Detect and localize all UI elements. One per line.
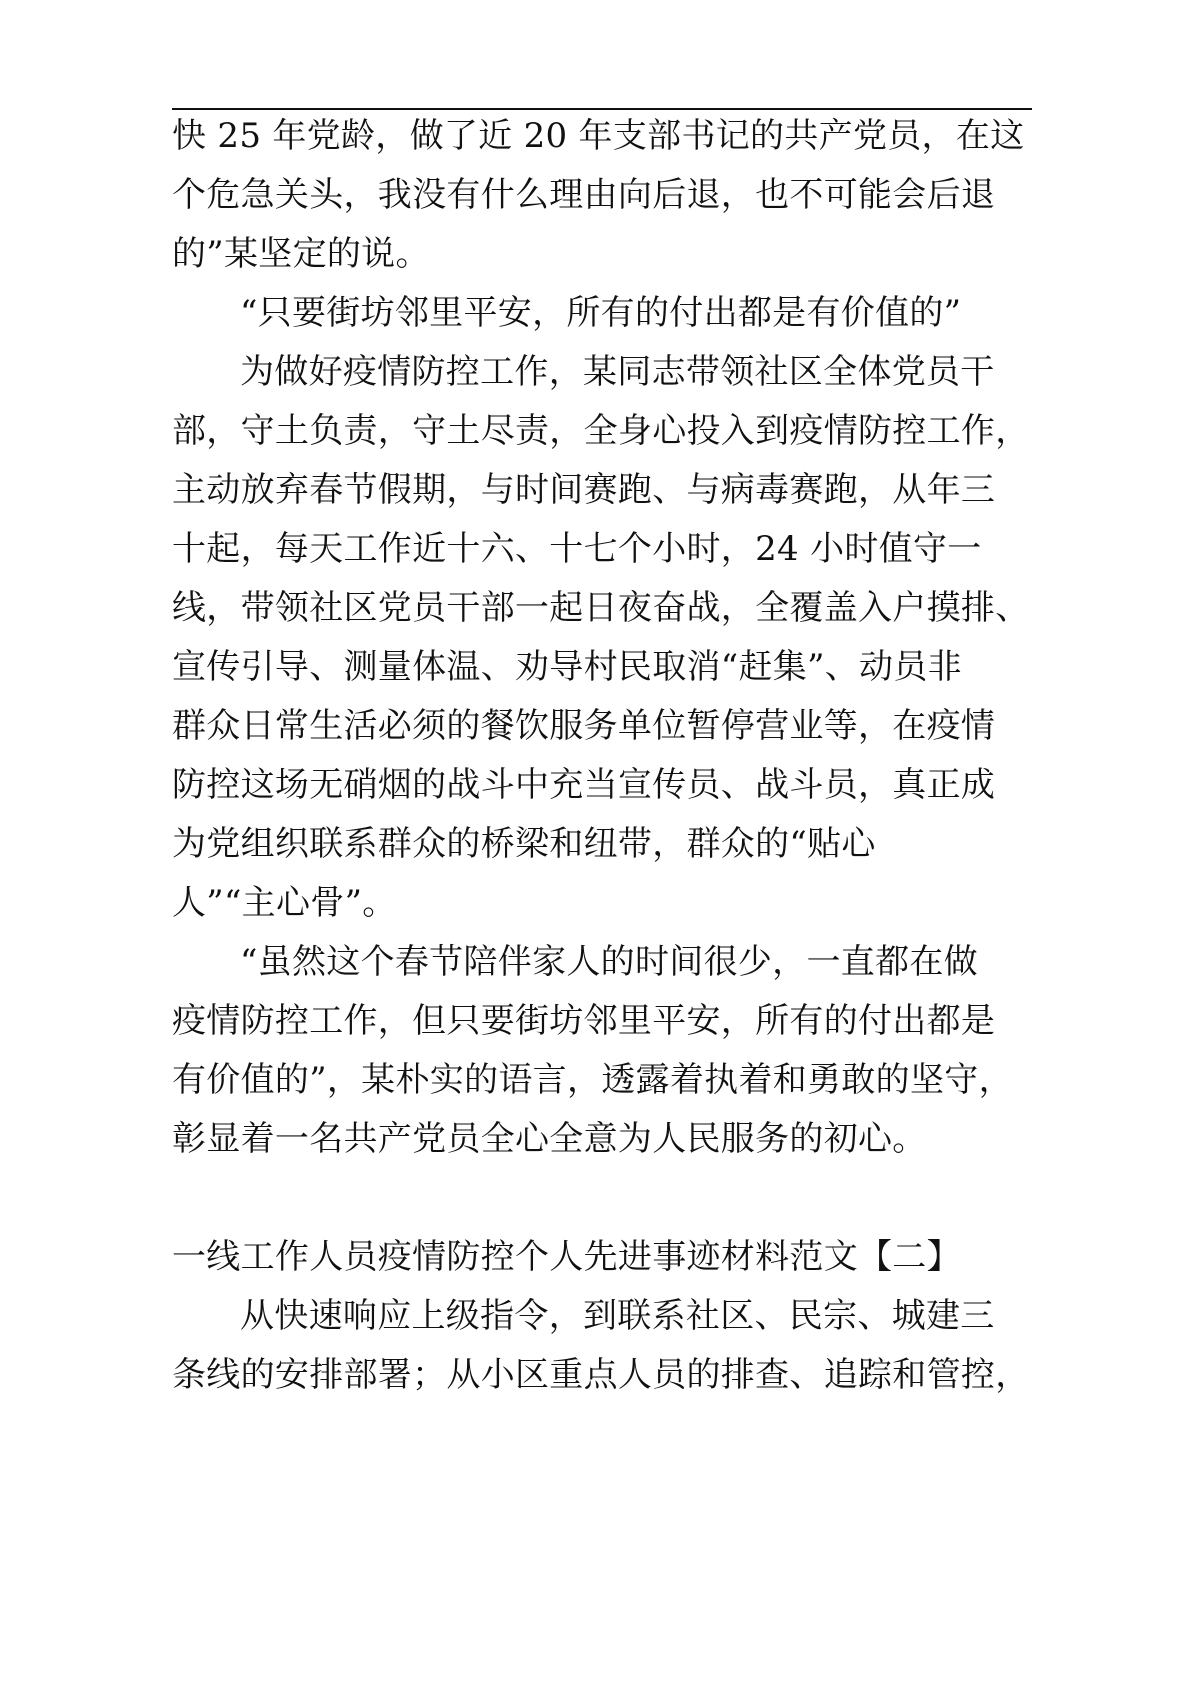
text-line: 个危急关头，我没有什么理由向后退，也不可能会后退 bbox=[172, 175, 996, 215]
text-line: 疫情防控工作，但只要街坊邻里平安，所有的付出都是 bbox=[172, 1001, 996, 1041]
text-line: 条线的安排部署；从小区重点人员的排查、追踪和管控， bbox=[172, 1355, 1030, 1395]
text-line: 主动放弃春节假期，与时间赛跑、与病毒赛跑，从年三 bbox=[172, 470, 996, 510]
header-rule bbox=[172, 108, 1032, 110]
text-line: 有价值的”，某朴实的语言，透露着执着和勇敢的坚守， bbox=[172, 1060, 1013, 1100]
text-line: 人”“主心骨”。 bbox=[172, 883, 397, 923]
text-line: 为党组织联系群众的桥梁和纽带，群众的“贴心 bbox=[172, 824, 876, 864]
text-line: 从快速响应上级指令，到联系社区、民宗、城建三 bbox=[240, 1296, 995, 1336]
text-line: 宣传引导、测量体温、劝导村民取消“赶集”、动员非 bbox=[172, 647, 962, 687]
text-line: 群众日常生活必须的餐饮服务单位暂停营业等，在疫情 bbox=[172, 706, 996, 746]
text-line: 彰显着一名共产党员全心全意为人民服务的初心。 bbox=[172, 1119, 927, 1159]
text-line: 防控这场无硝烟的战斗中充当宣传员、战斗员，真正成 bbox=[172, 765, 996, 805]
text-line: 部，守土负责，守土尽责，全身心投入到疫情防控工作， bbox=[172, 411, 1030, 451]
text-line: 快 25 年党龄，做了近 20 年支部书记的共产党员，在这 bbox=[172, 116, 1025, 156]
text-line: 的”某坚定的说。 bbox=[172, 234, 430, 274]
text-line: 为做好疫情防控工作，某同志带领社区全体党员干 bbox=[240, 352, 995, 392]
text-line: 十起，每天工作近十六、十七个小时，24 小时值守一 bbox=[172, 529, 982, 569]
quote-heading: “只要街坊邻里平安，所有的付出都是有价值的” bbox=[240, 293, 962, 333]
text-line: “虽然这个春节陪伴家人的时间很少，一直都在做 bbox=[240, 942, 978, 982]
text-line: 线，带领社区党员干部一起日夜奋战，全覆盖入户摸排、 bbox=[172, 588, 1030, 628]
section-heading: 一线工作人员疫情防控个人先进事迹材料范文【二】 bbox=[172, 1237, 961, 1277]
